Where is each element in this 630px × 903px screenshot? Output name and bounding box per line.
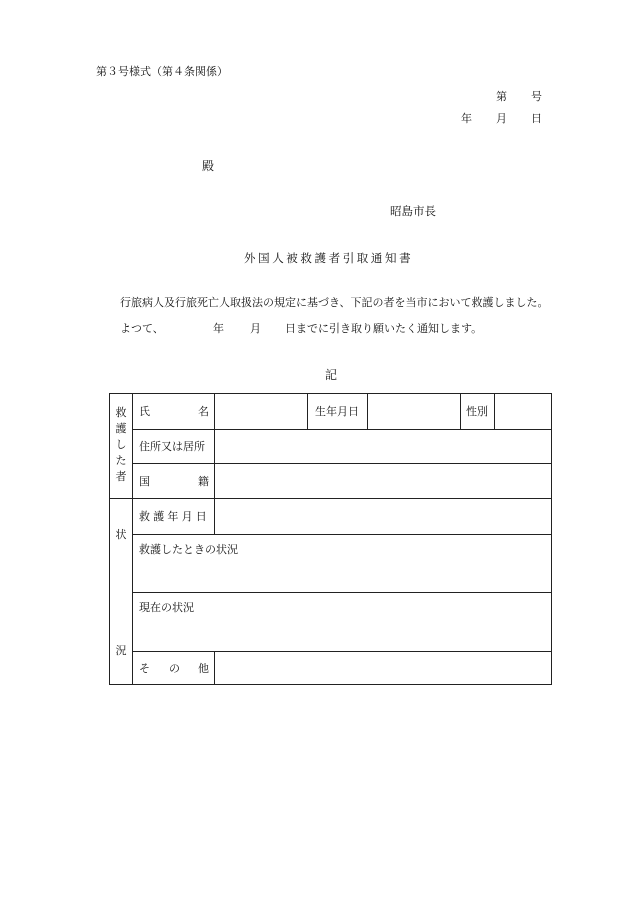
nationality-label-1: 国 (139, 475, 150, 488)
table-vline (367, 394, 368, 429)
table-vline (460, 394, 461, 429)
name-label-2: 名 (198, 405, 209, 418)
document-title: 外国人被救護者引取通知書 (244, 251, 414, 265)
rescue-date-label: 救護年月日 (139, 510, 210, 523)
table-vline (214, 394, 215, 534)
address-label: 住所又は居所 (139, 440, 205, 453)
sex-label: 性別 (466, 405, 488, 418)
body-line-2-prefix: よつて、 (120, 322, 164, 335)
info-table (109, 393, 552, 685)
table-vline (307, 394, 308, 429)
group-char: し (115, 438, 127, 451)
body-line-2-month: 月 (250, 322, 261, 335)
table-hline (110, 498, 551, 499)
group-char: 救 (115, 406, 127, 419)
group-status-bottom: 況 (115, 644, 127, 657)
table-vline (494, 394, 495, 429)
table-vline (214, 651, 215, 684)
group-char: た (115, 454, 127, 467)
doc-number-suffix: 号 (531, 90, 542, 103)
body-line-2-rest: 日までに引き取り願いたく通知します。 (285, 322, 483, 335)
ki-heading: 記 (325, 368, 338, 382)
current-situation-label: 現在の状況 (139, 601, 194, 614)
doc-number-prefix: 第 (496, 90, 507, 103)
table-vline (132, 394, 133, 684)
other-label-3: 他 (198, 662, 209, 675)
group-rescued-person (114, 407, 128, 487)
other-label-1: そ (139, 662, 150, 675)
body-line-2-year: 年 (213, 322, 224, 335)
table-hline (132, 534, 551, 535)
birthdate-label: 生年月日 (315, 405, 359, 418)
group-char: 護 (115, 422, 127, 435)
rescue-situation-label: 救護したときの状況 (139, 543, 238, 556)
name-label-1: 氏 (139, 405, 150, 418)
date-year: 年 (461, 112, 472, 125)
table-hline (132, 651, 551, 652)
other-label-2: の (169, 662, 180, 675)
group-status-top: 状 (115, 528, 127, 541)
body-line-1: 行旅病人及行旅死亡人取扱法の規定に基づき、下記の者を当市において救護しました。 (120, 296, 549, 309)
table-hline (132, 429, 551, 430)
group-char: 者 (115, 470, 127, 483)
addressee-honorific: 殿 (202, 159, 215, 173)
date-month: 月 (496, 112, 507, 125)
form-number: 第３号様式（第４条関係） (96, 65, 228, 78)
nationality-label-2: 籍 (198, 475, 209, 488)
table-hline (132, 463, 551, 464)
sender-name: 昭島市長 (390, 204, 436, 218)
date-day: 日 (531, 112, 542, 125)
table-hline (132, 592, 551, 593)
